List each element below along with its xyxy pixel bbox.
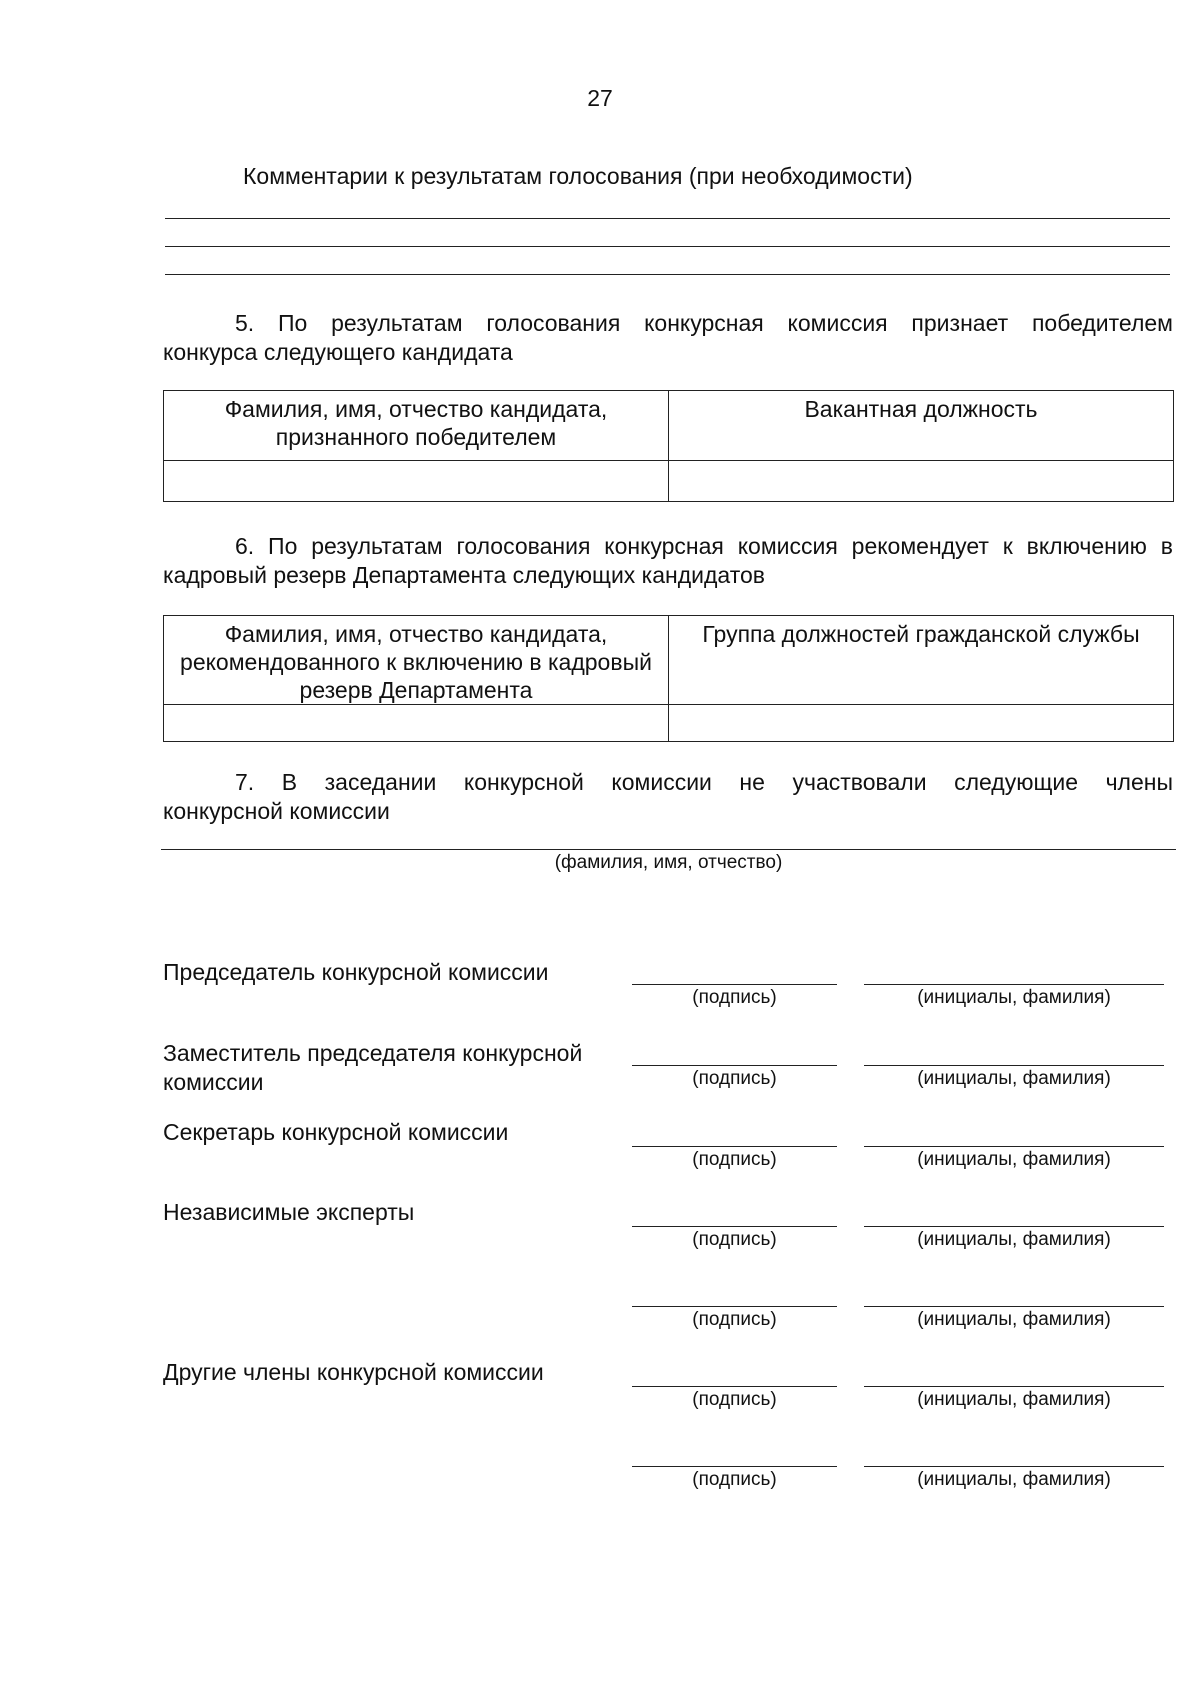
- signature-line[interactable]: [632, 984, 837, 985]
- name-line[interactable]: [864, 1226, 1164, 1227]
- signature-line[interactable]: [632, 1146, 837, 1147]
- absent-members-line[interactable]: [161, 849, 1176, 850]
- signature-caption: (подпись): [692, 1389, 777, 1410]
- signature-role-label: Независимые эксперты: [163, 1199, 415, 1225]
- section-6-text-first: 6. По результатам голосования конкурсная комиссия рекомендует к включению в: [235, 533, 1173, 559]
- signature-line[interactable]: [632, 1065, 837, 1066]
- signature-caption: (подпись): [692, 987, 777, 1008]
- signature-role-label: Секретарь конкурсной комиссии: [163, 1119, 509, 1145]
- signature-line[interactable]: [632, 1306, 837, 1307]
- reserve-table-header-name: Фамилия, имя, отчество кандидата, рекомендованного к включению в кадровый резерв Департамента: [164, 616, 669, 705]
- section-6-text-rest: кадровый резерв Департамента следующих кандидатов: [163, 562, 765, 588]
- name-caption: (инициалы, фамилия): [917, 1469, 1111, 1490]
- comments-line-3[interactable]: [165, 274, 1170, 275]
- name-line[interactable]: [864, 1146, 1164, 1147]
- name-caption: (инициалы, фамилия): [917, 1389, 1111, 1410]
- winner-table-header-name: Фамилия, имя, отчество кандидата, признанного победителем: [164, 391, 669, 461]
- comments-line-2[interactable]: [165, 246, 1170, 247]
- signature-caption: (подпись): [692, 1229, 777, 1250]
- section-7-text-first: 7. В заседании конкурсной комиссии не участвовали следующие члены: [235, 769, 1173, 795]
- name-line[interactable]: [864, 1466, 1164, 1467]
- name-caption: (инициалы, фамилия): [917, 1068, 1111, 1089]
- winner-table-cell-name[interactable]: [164, 461, 669, 502]
- signature-caption: (подпись): [692, 1068, 777, 1089]
- signature-role-label: Председатель конкурсной комиссии: [163, 959, 549, 985]
- signature-caption: (подпись): [692, 1309, 777, 1330]
- comments-line-1[interactable]: [165, 218, 1170, 219]
- reserve-table: [163, 615, 1174, 742]
- name-line[interactable]: [864, 1065, 1164, 1066]
- signature-role-label: Другие члены конкурсной комиссии: [163, 1359, 544, 1385]
- comments-heading: Комментарии к результатам голосования (при необходимости): [243, 163, 913, 189]
- name-line[interactable]: [864, 1306, 1164, 1307]
- signature-role-label: Заместитель председателя конкурсной комиссии: [163, 1040, 583, 1095]
- signature-line[interactable]: [632, 1466, 837, 1467]
- page-number: 27: [587, 85, 613, 111]
- section-5-text-first: 5. По результатам голосования конкурсная комиссия признает победителем: [235, 310, 1173, 336]
- reserve-table-header-group: Группа должностей гражданской службы: [669, 616, 1174, 705]
- signature-caption: (подпись): [692, 1149, 777, 1170]
- section-7-text-rest: конкурсной комиссии: [163, 798, 390, 824]
- name-caption: (инициалы, фамилия): [917, 1149, 1111, 1170]
- name-caption: (инициалы, фамилия): [917, 1309, 1111, 1330]
- section-5-text-rest: конкурса следующего кандидата: [163, 339, 513, 365]
- signature-line[interactable]: [632, 1226, 837, 1227]
- winner-table: [163, 390, 1174, 502]
- name-caption: (инициалы, фамилия): [917, 987, 1111, 1008]
- section-7-paragraph: [163, 768, 1173, 826]
- section-5-paragraph: [163, 309, 1173, 367]
- name-line[interactable]: [864, 1386, 1164, 1387]
- winner-table-cell-position[interactable]: [669, 461, 1174, 502]
- name-caption: (инициалы, фамилия): [917, 1229, 1111, 1250]
- reserve-table-cell-group[interactable]: [669, 705, 1174, 742]
- winner-table-header-position: Вакантная должность: [669, 391, 1174, 461]
- signature-line[interactable]: [632, 1386, 837, 1387]
- signature-caption: (подпись): [692, 1469, 777, 1490]
- reserve-table-cell-name[interactable]: [164, 705, 669, 742]
- section-6-paragraph: [163, 532, 1173, 590]
- fio-caption: (фамилия, имя, отчество): [554, 852, 783, 873]
- name-line[interactable]: [864, 984, 1164, 985]
